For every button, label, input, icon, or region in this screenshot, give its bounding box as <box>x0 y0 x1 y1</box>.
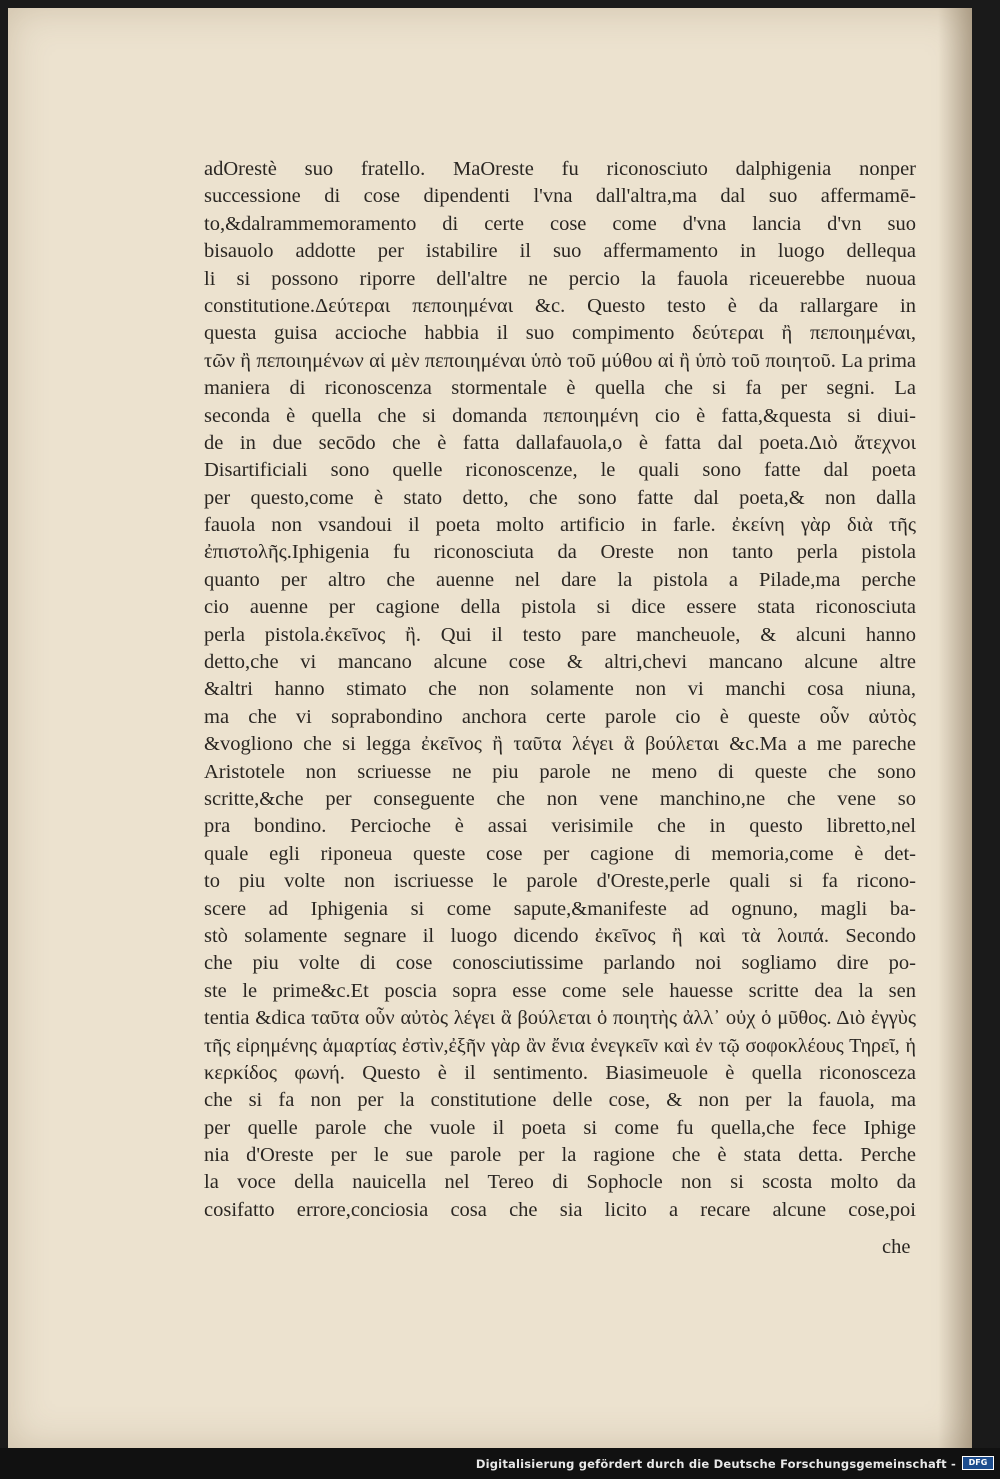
text-line: quanto per altro che auenne nel dare la pistola a Pilade,ma perche <box>204 568 916 591</box>
text-line: to piu volte non iscriuesse le parole d'Oreste,perle quali si fa ricono- <box>204 870 916 893</box>
text-line: la voce della nauicella nel Tereo di Sophocle non si scosta molto da <box>204 1171 916 1194</box>
text-line: de in due secōdo che è fatta dallafauola,o è fatta dal poeta.Διὸ ἄτεχνοι <box>204 431 916 454</box>
text-line: seconda è quella che si domanda πεποιημένη cio è fatta,&questa si diui- <box>204 404 916 427</box>
text-line: per questo,come è stato detto, che sono fatte dal poeta,& non dalla <box>204 486 916 509</box>
text-line: stò solamente segnare il luogo dicendo ἐκεῖνος ἢ καὶ τὰ λοιπά. Secondo <box>204 924 916 947</box>
text-line: constitutione.Δεύτεραι πεποιημέναι &c. Questo testo è da rallargare in <box>204 294 916 317</box>
page-gutter-shadow <box>938 8 972 1448</box>
text-line: quale egli riponeua queste cose per cagione di memoria,come è det- <box>204 842 916 865</box>
text-line: li si possono riporre dell'altre ne percio la fauola riceuerebbe nuoua <box>204 267 916 290</box>
text-line: pra bondino. Percioche è assai verisimile che in questo libretto,nel <box>204 815 916 838</box>
text-line: ste le prime&c.Et poscia sopra esse come sele hauesse scritte dea la sen <box>204 979 916 1002</box>
text-line: successione di cose dipendenti l'vna dall'altra,ma dal suo affermamē- <box>204 185 916 208</box>
text-line: scritte,&che per conseguente che non vene manchino,ne che vene so <box>204 787 916 810</box>
book-page <box>8 8 972 1448</box>
text-line: Disartificiali sono quelle riconoscenze, le quali sono fatte dal poeta <box>204 459 916 482</box>
text-line: to,&dalrammemoramento di certe cose come d'vna lancia d'vn suo <box>204 212 916 235</box>
text-line: &vogliono che si legga ἐκεῖνος ἢ ταῦτα λέγει ἃ βούλεται &c.Ma a me pareche <box>204 733 916 756</box>
dfg-logo <box>962 1456 994 1470</box>
dfg-logo-text: DFG <box>968 1458 988 1467</box>
text-line: detto,che vi mancano alcune cose & altri,chevi mancano alcune altre <box>204 651 916 674</box>
text-line: che piu volte di cose conosciutissime parlando noi sogliamo dire po- <box>204 952 916 975</box>
text-line: Aristotele non scriuesse ne piu parole ne meno di queste che sono <box>204 760 916 783</box>
text-line: nia d'Oreste per le sue parole per la ragione che è stata detta. Perche <box>204 1144 916 1167</box>
text-line: cosifatto errore,conciosia cosa che sia licito a recare alcune cose,poi <box>204 1198 916 1221</box>
text-line: cio auenne per cagione della pistola si dice essere stata riconosciuta <box>204 596 916 619</box>
text-line: κερκίδος φωνή. Questo è il sentimento. Biasimeuole è quella riconosceza <box>204 1061 916 1084</box>
text-line: tentia &dica ταῦτα οὗν αὐτὸς λέγει ἃ βούλεται ὁ ποιητὴς ἀλλ᾽ οὐχ ὁ μῦθος. Διὸ ἐγγὺς <box>204 1007 916 1030</box>
text-line: τῶν ἢ πεποιημένων αἱ μὲν πεποιημέναι ὑπὸ τοῦ μύθου αἱ ἢ ὑπὸ τοῦ ποιητοῦ. La prima <box>204 349 916 372</box>
text-line: ma che vi soprabondino anchora certe parole cio è queste οὗν αὐτὸς <box>204 705 916 728</box>
text-line: che si fa non per la constitutione delle cose, & non per la fauola, ma <box>204 1089 916 1112</box>
text-line: &altri hanno stimato che non solamente non vi manchi cosa niuna, <box>204 678 916 701</box>
text-line: ἐπιστολῆς.Iphigenia fu riconosciuta da Oreste non tanto perla pistola <box>204 541 916 564</box>
text-line: maniera di riconoscenza stormentale è quella che si fa per segni. La <box>204 377 916 400</box>
text-line: fauola non vsandoui il poeta molto artificio in farle. ἐκείνη γὰρ διὰ τῆς <box>204 514 916 537</box>
text-line: perla pistola.ἐκεῖνος ἢ. Qui il testo pare mancheuole, & alcuni hanno <box>204 623 916 646</box>
text-line: bisauolo addotte per istabilire il suo affermamento in luogo dellequa <box>204 240 916 263</box>
text-line: scere ad Iphigenia si come sapute,&manifeste ad ognuno, magli ba- <box>204 897 916 920</box>
funding-credit: Digitalisierung gefördert durch die Deutsche Forschungsgemeinschaft - <box>475 1457 956 1471</box>
body-text <box>204 156 916 1224</box>
digitization-footer <box>0 1448 1000 1479</box>
text-line: adOrestè suo fratello. MaOreste fu riconosciuto dalphigenia nonper <box>204 158 916 180</box>
text-line: per quelle parole che vuole il poeta si come fu quella,che fece Iphige <box>204 1116 916 1139</box>
catchword: che <box>882 1236 911 1258</box>
text-line: questa guisa accioche habbia il suo compimento δεύτεραι ἢ πεποιημέναι, <box>204 322 916 345</box>
text-line: τῆς εἰρημένης ἁμαρτίας ἐστὶν,ἐξῆν γὰρ ἂν ἔνια ἐνεγκεῖν καὶ ἐν τῷ σοφοκλέους Τηρεῖ, ἡ <box>204 1034 916 1057</box>
